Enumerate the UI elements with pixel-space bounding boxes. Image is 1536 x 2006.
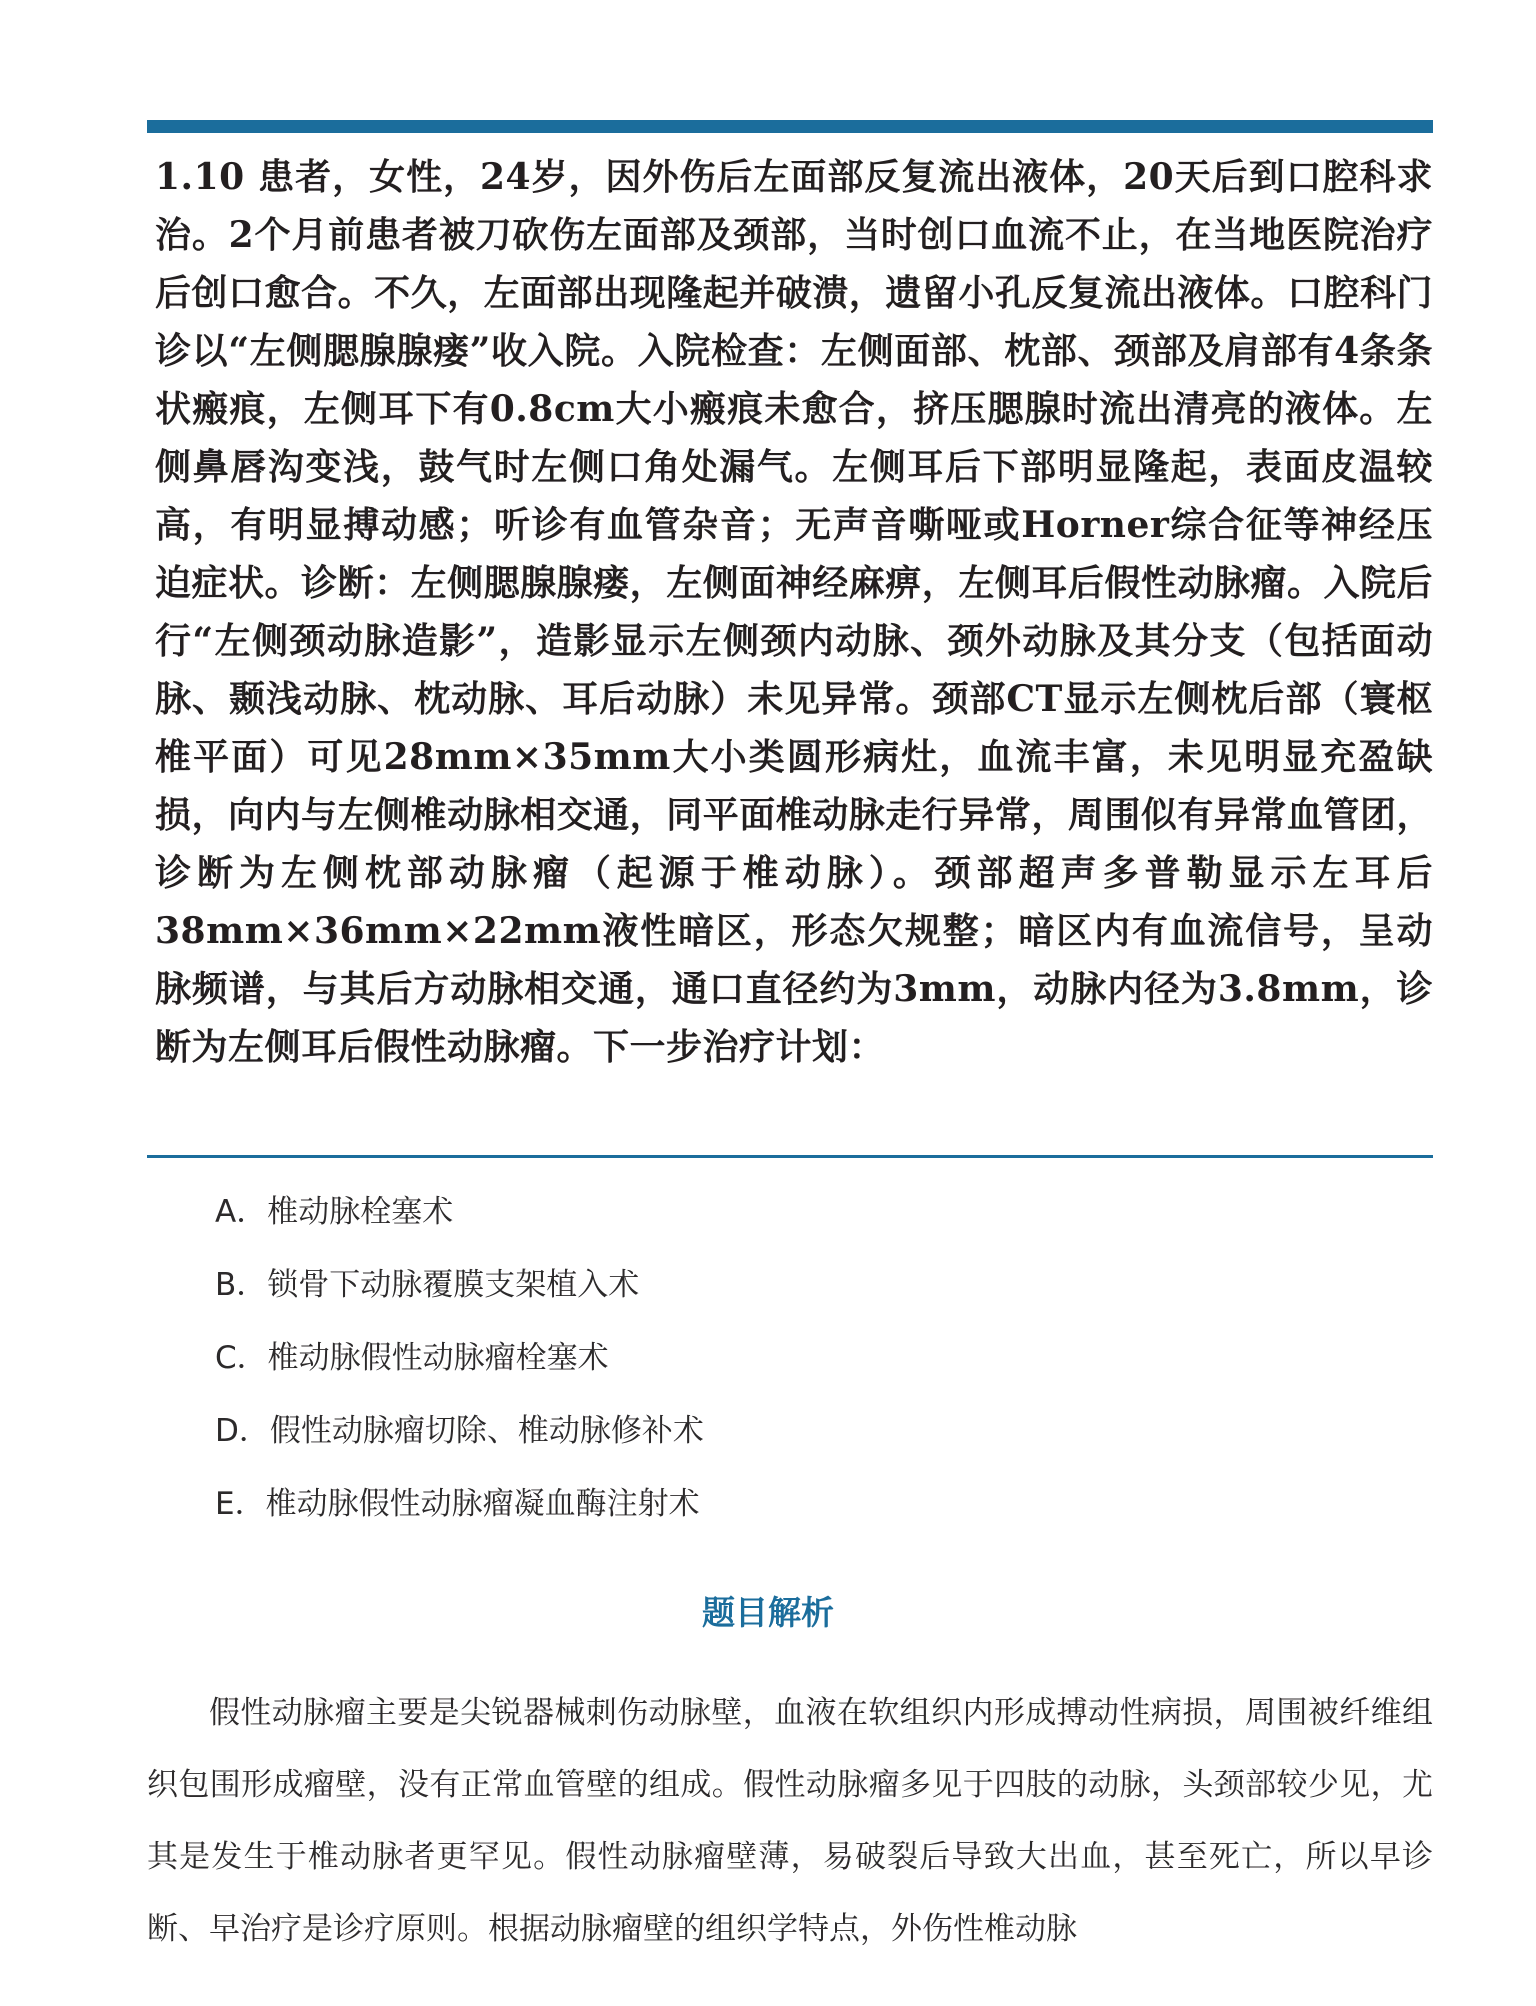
top-divider [147, 120, 1433, 133]
question-divider [147, 1155, 1433, 1158]
option-d[interactable]: D．假性动脉瘤切除、椎动脉修补术 [215, 1413, 704, 1449]
answer-options [215, 1176, 1315, 1541]
option-c[interactable]: C．椎动脉假性动脉瘤栓塞术 [215, 1340, 609, 1376]
analysis-text: 假性动脉瘤主要是尖锐器械刺伤动脉壁，血液在软组织内形成搏动性病损，周围被纤维组织包围形成瘤壁，没有正常血管壁的组成。假性动脉瘤多见于四肢的动脉，头颈部较少见，尤其是发生于椎动脉者更罕见。假性动脉瘤壁薄，易破裂后导致大出血，甚至死亡，所以早诊断、早治疗是诊疗原则。根据动脉瘤壁的组织学特点，外伤性椎动脉 [147, 1695, 1433, 1947]
question-stem: 1.10 患者，女性，24岁，因外伤后左面部反复流出液体，20天后到口腔科求治。2个月前患者被刀砍伤左面部及颈部，当时创口血流不止，在当地医院治疗后创口愈合。不久，左面部出现隆起并破溃，遗留小孔反复流出液体。口腔科门诊以“左侧腮腺腺瘘”收入院。入院检查：左侧面部、枕部、颈部及肩部有4条条状瘢痕，左侧耳下有0.8cm大小瘢痕未愈合，挤压腮腺时流出清亮的液体。左侧鼻唇沟变浅，鼓气时左侧口角处漏气。左侧耳后下部明显隆起，表面皮温较高，有明显搏动感；听诊有血管杂音；无声音嘶哑或Horner综合征等神经压迫症状。诊断：左侧腮腺腺瘘，左侧面神经麻痹，左侧耳后假性动脉瘤。入院后行“左侧颈动脉造影”，造影显示左侧颈内动脉、颈外动脉及其分支（包括面动脉、颞浅动脉、枕动脉、耳后动脉）未见异常。颈部CT显示左侧枕后部（寰枢椎平面）可见28mm×35mm大小类圆形病灶，血流丰富，未见明显充盈缺损，向内与左侧椎动脉相交通，同平面椎动脉走行异常，周围似有异常血管团，诊断为左侧枕部动脉瘤（起源于椎动脉）。颈部超声多普勒显示左耳后38mm×36mm×22mm液性暗区，形态欠规整；暗区内有血流信号，呈动脉频谱，与其后方动脉相交通，通口直径约为3mm，动脉内径为3.8mm，诊断为左侧耳后假性动脉瘤。下一步治疗计划： [155, 156, 1433, 1068]
option-e[interactable]: E．椎动脉假性动脉瘤凝血酶注射术 [215, 1486, 700, 1522]
analysis-title: 题目解析 [702, 1593, 834, 1632]
option-a[interactable]: A．椎动脉栓塞术 [215, 1194, 454, 1230]
option-b[interactable]: B．锁骨下动脉覆膜支架植入术 [215, 1267, 640, 1303]
